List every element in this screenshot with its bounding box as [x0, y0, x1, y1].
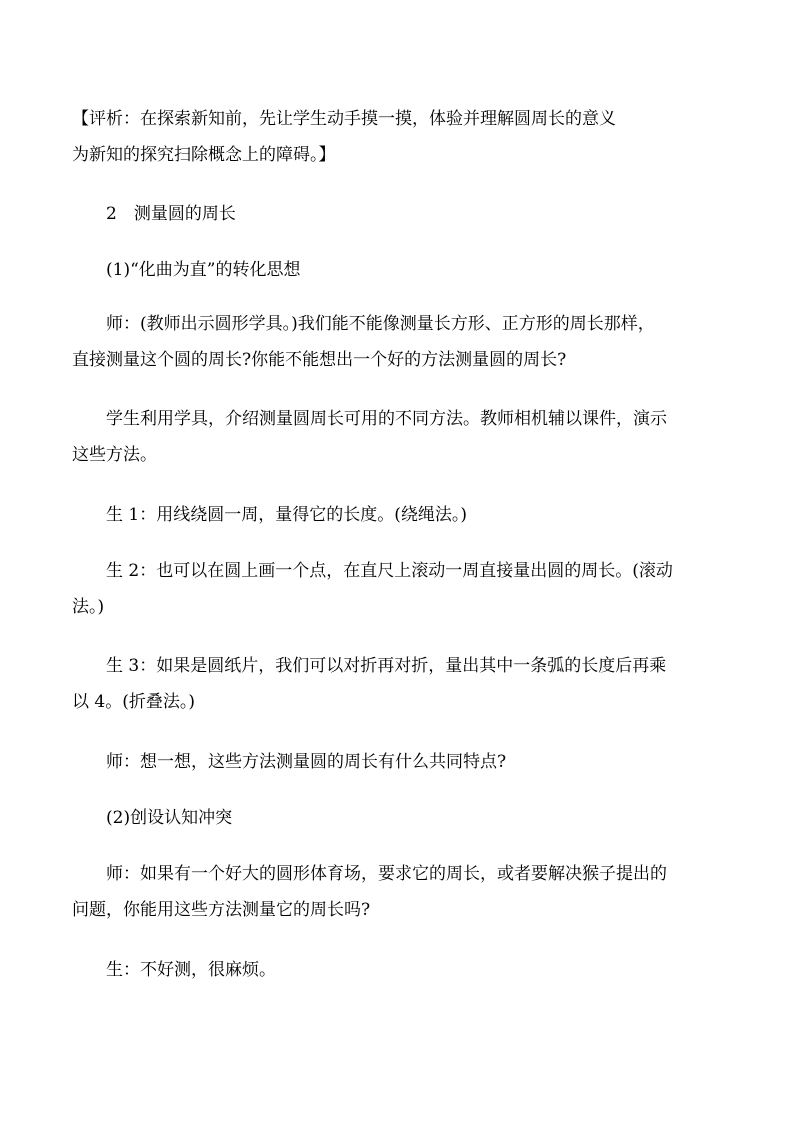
text-line: 这些方法。	[72, 445, 157, 465]
text-line: 生 1：用线绕圆一周，量得它的长度。(绕绳法。)	[106, 505, 467, 525]
text-line: 以 4。(折叠法。)	[72, 692, 195, 712]
text-line: 生：不好测，很麻烦。	[106, 960, 276, 980]
student-answer-paragraph	[72, 952, 766, 988]
teacher-question-2-paragraph	[72, 744, 766, 780]
text-line: 生 3：如果是圆纸片，我们可以对折再对折，量出其中一条弧的长度后再乘	[106, 656, 667, 676]
text-line: 生 2：也可以在圆上画一个点，在直尺上滚动一周直接量出圆的周长。(滚动	[106, 561, 673, 581]
text-line: 学生利用学具，介绍测量圆周长可用的不同方法。教师相机辅以课件，演示	[106, 409, 667, 429]
text-line: 为新知的探究扫除概念上的障碍。】	[72, 145, 336, 165]
student-3-paragraph	[72, 648, 766, 720]
text-line: 法。)	[72, 597, 105, 617]
text-line: 师：想一想，这些方法测量圆的周长有什么共同特点?	[106, 752, 507, 772]
subsection-heading-1	[72, 252, 766, 288]
text-line: (1)“化曲为直”的转化思想	[106, 260, 301, 280]
text-line: (2)创设认知冲突	[106, 808, 233, 828]
text-line: 师：如果有一个好大的圆形体育场，要求它的周长，或者要解决猴子提出的	[106, 864, 667, 884]
text-line: 师：(教师出示圆形学具。)我们能不能像测量长方形、正方形的周长那样，	[106, 314, 655, 334]
students-methods-paragraph	[72, 401, 766, 473]
text-line: 2 测量圆的周长	[106, 204, 236, 224]
student-1-paragraph	[72, 497, 766, 533]
text-line: 问题，你能用这些方法测量它的周长吗?	[72, 900, 371, 920]
review-note-paragraph	[72, 101, 732, 173]
teacher-question-3-paragraph	[72, 856, 766, 928]
subsection-heading-2	[72, 800, 766, 836]
section-heading	[72, 196, 766, 232]
student-2-paragraph	[72, 553, 766, 625]
text-line: 【评析：在探索新知前，先让学生动手摸一摸，体验并理解圆周长的意义	[72, 109, 616, 129]
text-line: 直接测量这个圆的周长?你能不能想出一个好的方法测量圆的周长?	[72, 350, 567, 370]
teacher-question-paragraph	[72, 306, 766, 378]
